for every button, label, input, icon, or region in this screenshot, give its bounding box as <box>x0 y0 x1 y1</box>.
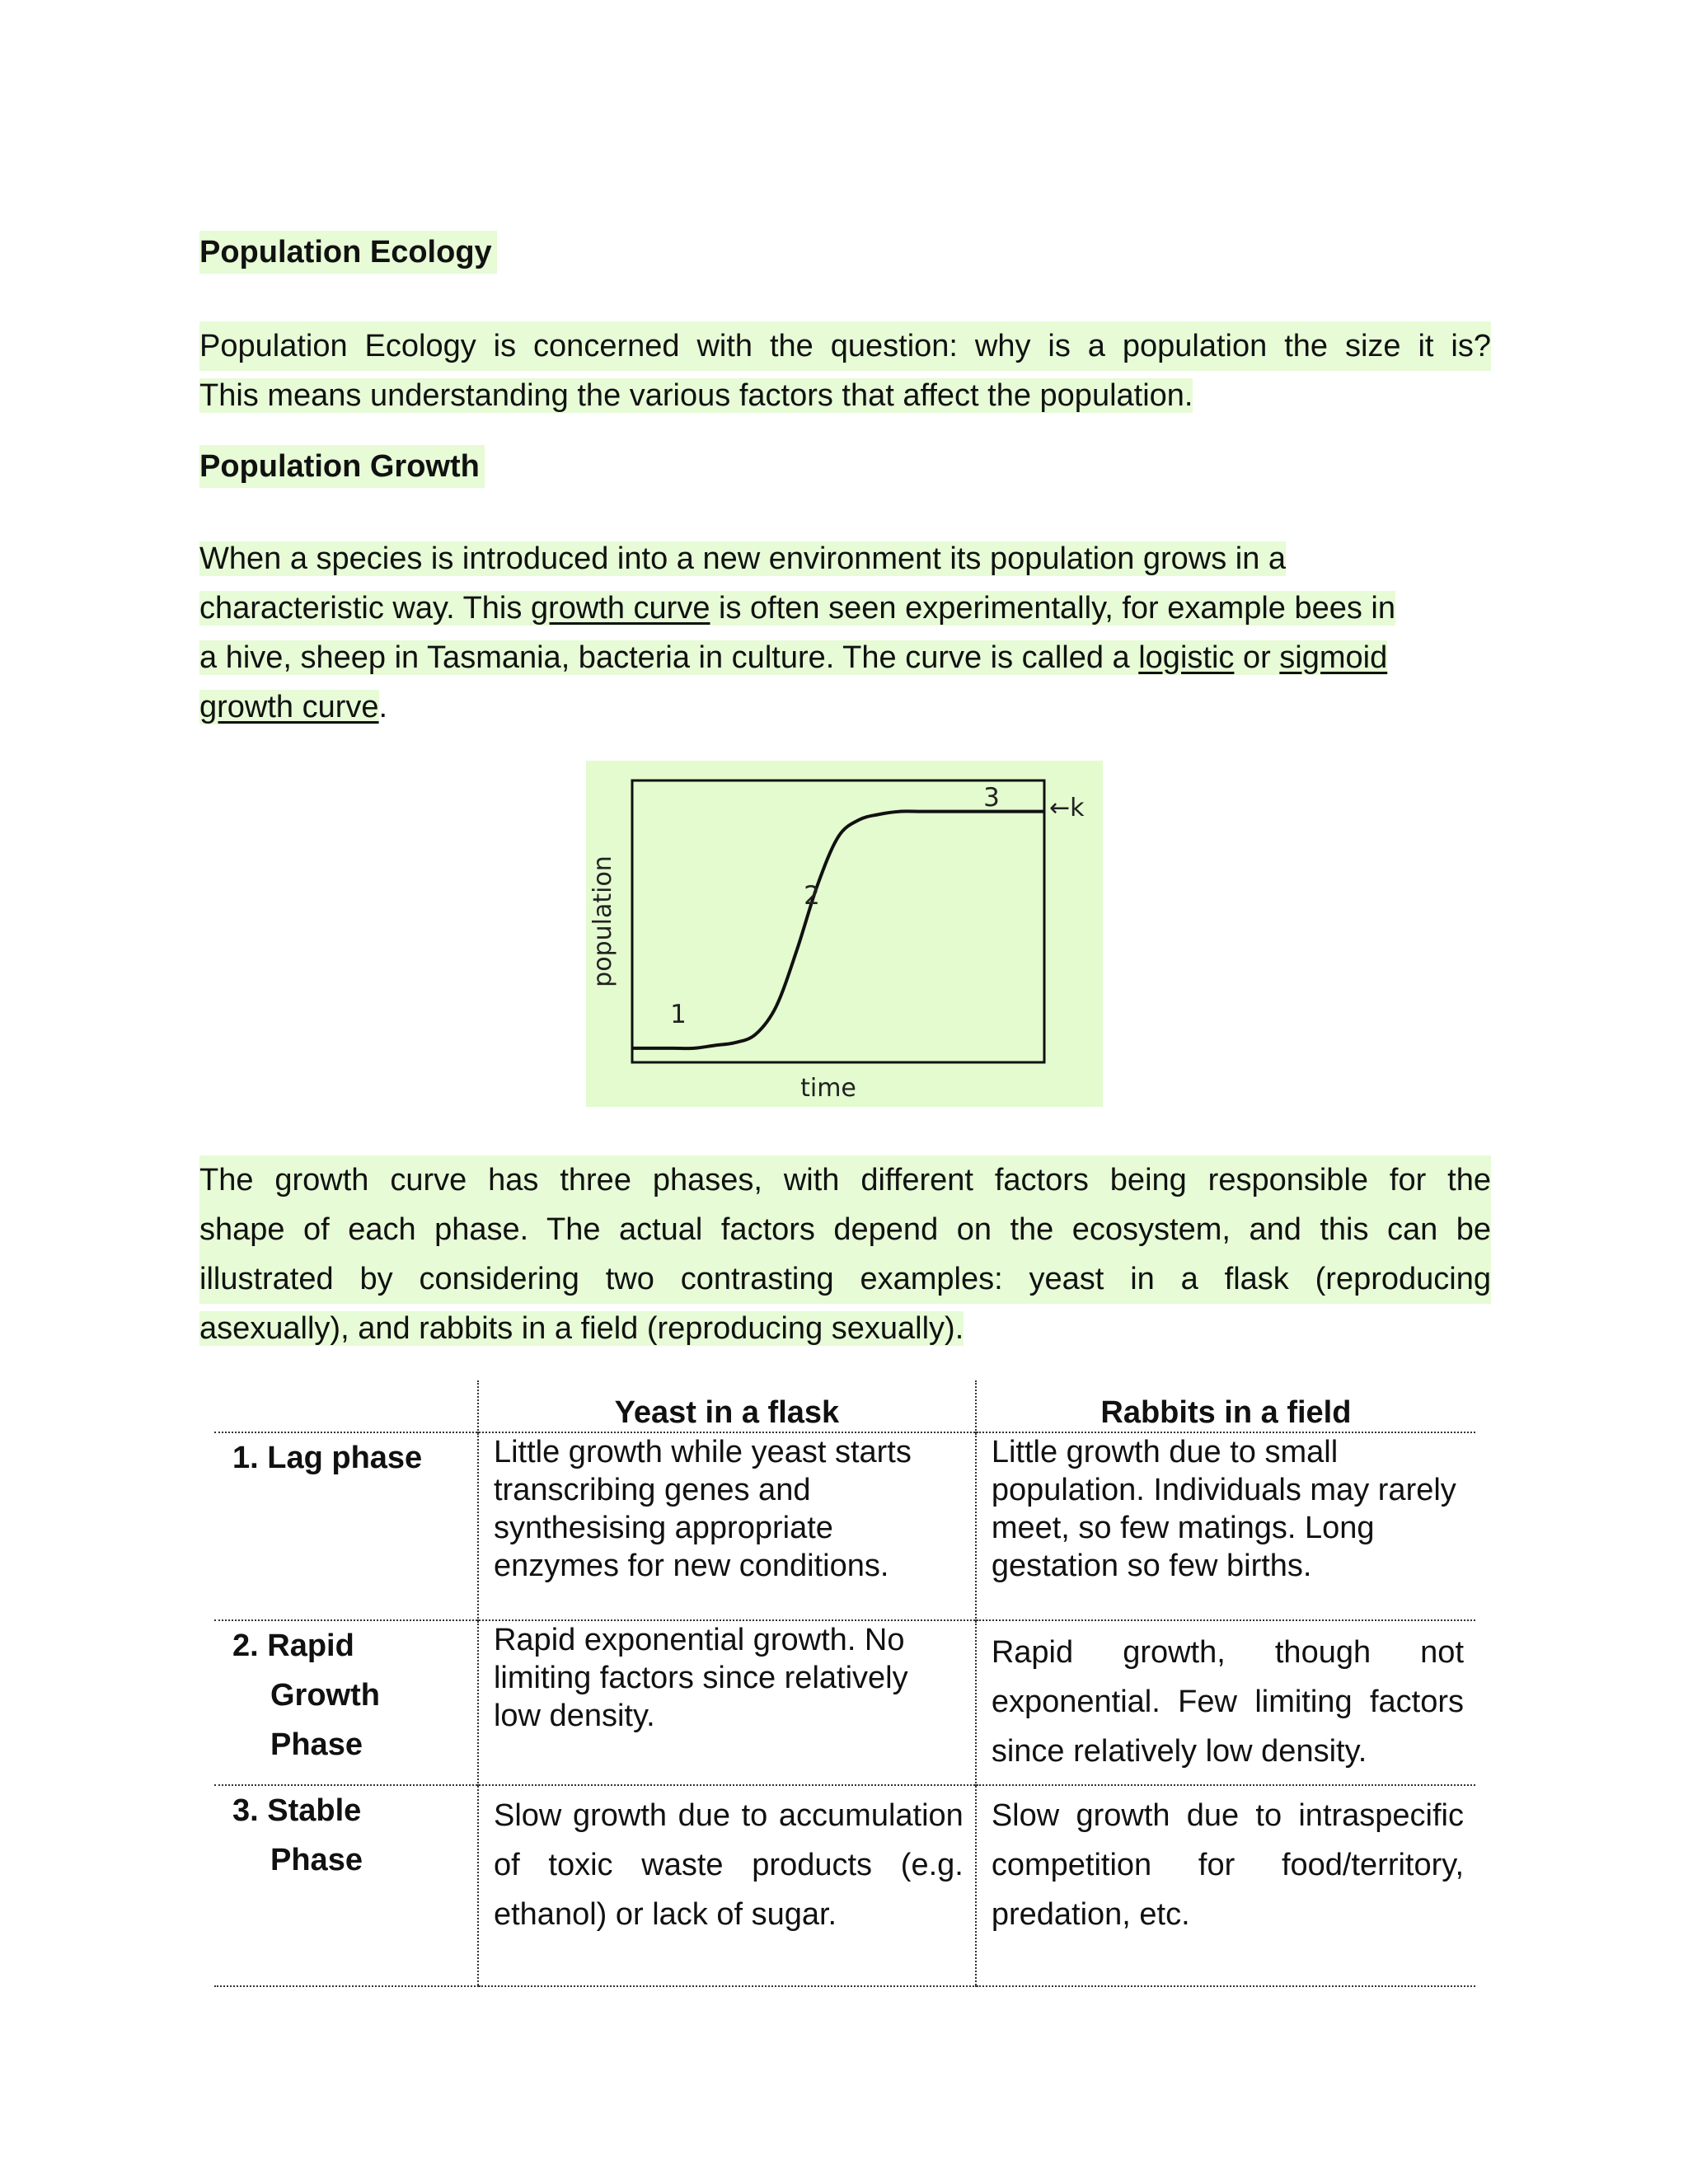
cell-yeast-rapid: Rapid exponential growth. No limiting factors since relatively low density. <box>478 1620 976 1785</box>
table-row <box>214 1620 1475 1785</box>
cell-rabbits-rapid: Rapid growth, though not exponential. Few limiting factors since relatively low density. <box>976 1620 1475 1785</box>
growth-curve-line <box>632 811 1044 1048</box>
table-row <box>214 1432 1475 1620</box>
phases-line-3: illustrated by considering two contrasting examples: yeast in a flask (reproducing <box>199 1254 1491 1304</box>
cell-yeast-lag: Little growth while yeast starts transcribing genes and synthesising appropriate enzymes for new conditions. <box>478 1432 976 1620</box>
term-sigmoid: sigmoid <box>1279 640 1388 675</box>
phases-line-2: shape of each phase. The actual factors depend on the ecosystem, and this can be <box>199 1205 1491 1254</box>
table-header-yeast: Yeast in a flask <box>478 1380 976 1432</box>
table-header-rabbits: Rabbits in a field <box>976 1380 1475 1432</box>
table-header-empty <box>214 1380 478 1432</box>
x-axis-label: time <box>800 1074 856 1103</box>
table-row <box>214 1785 1475 1986</box>
phase-comparison-table <box>214 1380 1475 1987</box>
growth-line-4: growth curve. <box>199 690 388 724</box>
term-growth-curve-2: growth curve <box>199 690 379 724</box>
phase-label-1: 1 <box>670 1000 687 1029</box>
page-title: Population Ecology <box>199 231 497 274</box>
plot-frame <box>632 780 1044 1062</box>
growth-line-1: When a species is introduced into a new environment its population grows in a <box>199 541 1287 576</box>
phase-label-rapid: 2. Rapid Growth Phase <box>214 1620 478 1785</box>
phases-line-4: asexually), and rabbits in a field (reproducing sexually). <box>199 1311 964 1346</box>
growth-line-3: a hive, sheep in Tasmania, bacteria in culture. The curve is called a logistic or sigmoid <box>199 640 1388 675</box>
growth-curve-chart <box>586 761 1103 1107</box>
cell-rabbits-stable: Slow growth due to intraspecific competition for food/territory, predation, etc. <box>976 1785 1475 1986</box>
phase-label-stable: 3. Stable Phase <box>214 1785 478 1986</box>
intro-line-2: This means understanding the various factors that affect the population. <box>199 378 1193 413</box>
term-logistic: logistic <box>1138 640 1235 675</box>
intro-paragraph <box>199 321 1491 420</box>
carrying-capacity-label: ←k <box>1049 794 1085 823</box>
growth-line-2: characteristic way. This growth curve is often seen experimentally, for example bees in <box>199 591 1395 626</box>
phases-line-1: The growth curve has three phases, with different factors being responsible for the <box>199 1155 1491 1205</box>
table-header-row <box>214 1380 1475 1432</box>
growth-paragraph <box>199 534 1491 732</box>
cell-yeast-stable: Slow growth due to accumulation of toxic waste products (e.g. ethanol) or lack of sugar. <box>478 1785 976 1986</box>
y-axis-label: population <box>588 855 617 987</box>
phase-label-3: 3 <box>983 783 1000 813</box>
logistic-growth-figure <box>586 761 1103 1107</box>
phase-label-2: 2 <box>804 881 820 911</box>
cell-rabbits-lag: Little growth due to small population. Individuals may rarely meet, so few matings. Long gestation so few births. <box>976 1432 1475 1620</box>
phase-label-lag: 1. Lag phase <box>214 1432 478 1620</box>
term-growth-curve: growth curve <box>530 591 710 626</box>
intro-line-1: Population Ecology is concerned with the question: why is a population the size it is? <box>199 321 1491 371</box>
phases-paragraph <box>199 1155 1491 1353</box>
section-heading-growth: Population Growth <box>199 445 485 488</box>
